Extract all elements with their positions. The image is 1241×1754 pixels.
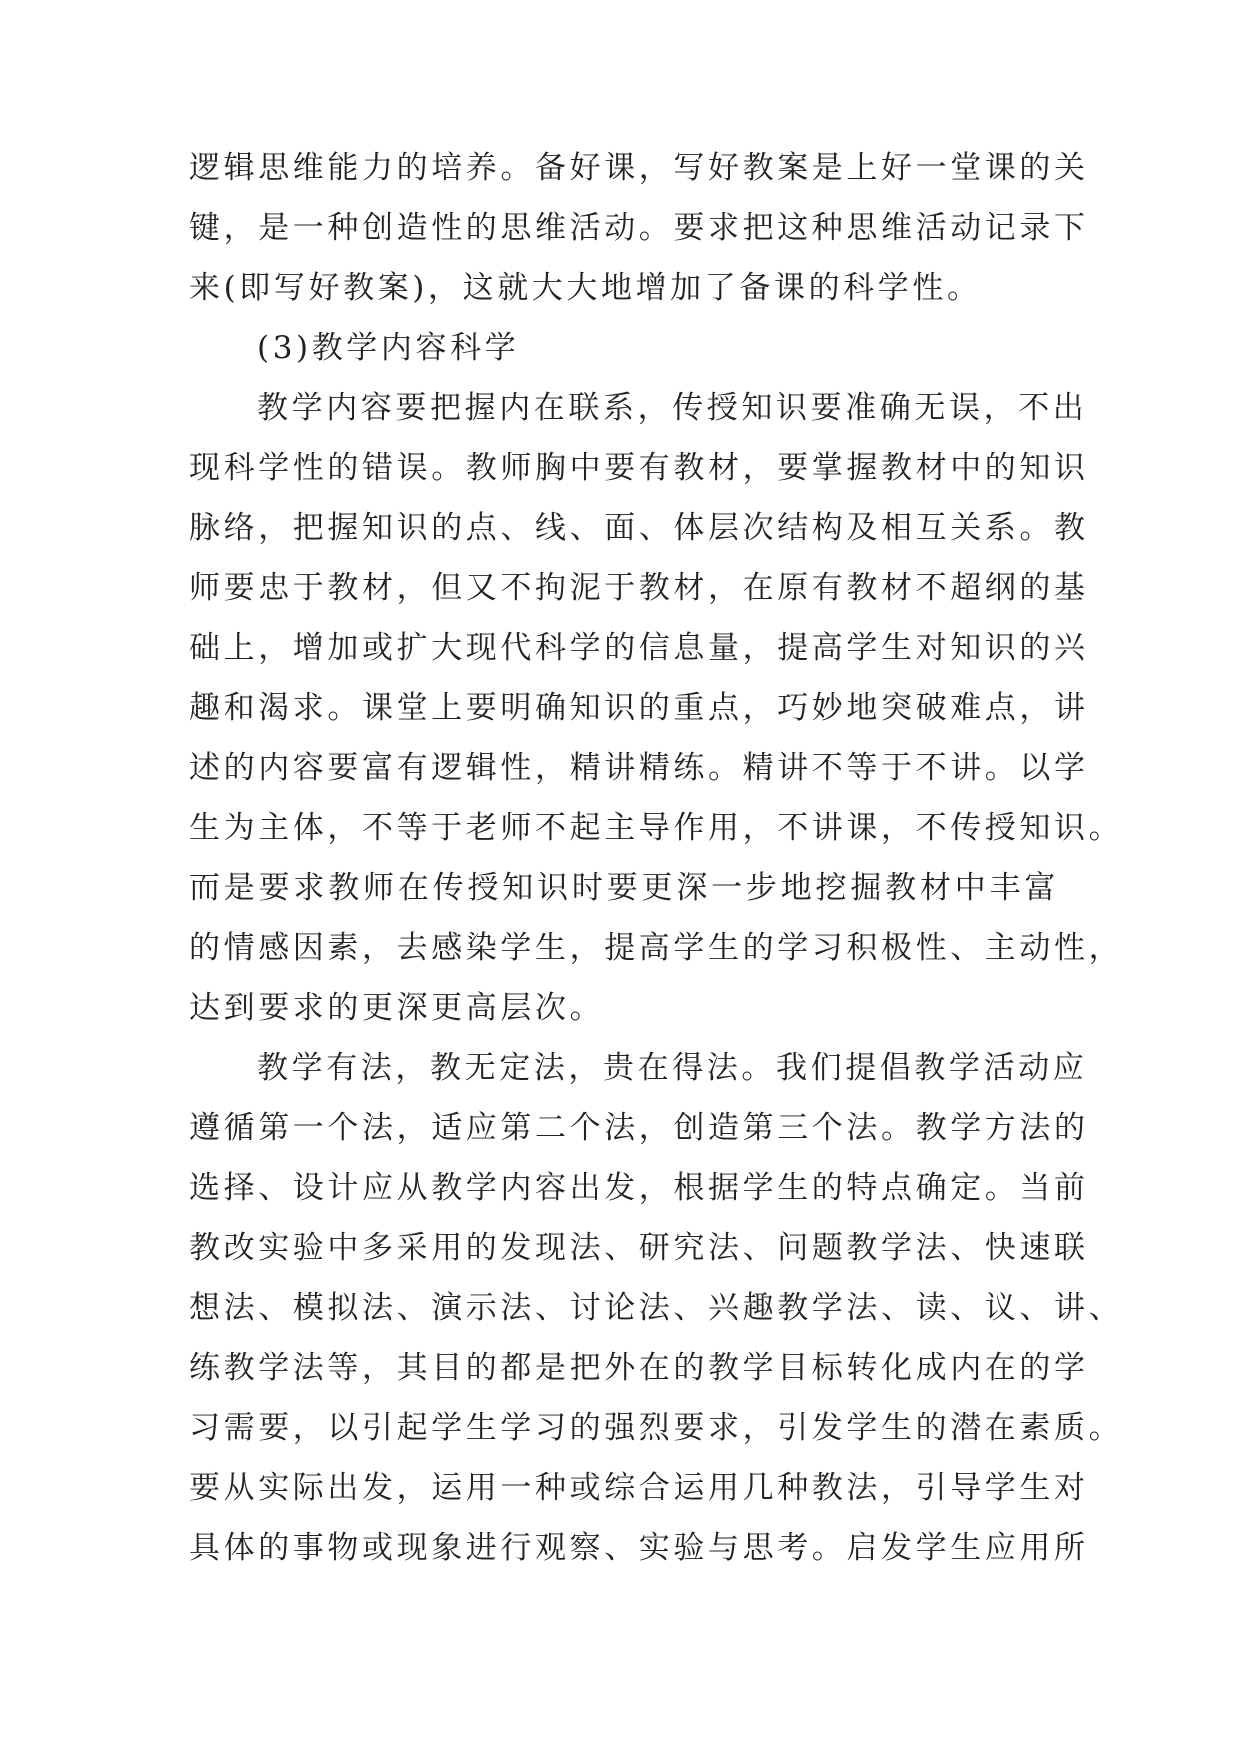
text-line: 想法、模拟法、演示法、讨论法、兴趣教学法、读、议、讲、 xyxy=(189,1290,1124,1326)
text-line: 脉络，把握知识的点、线、面、体层次结构及相互关系。教 xyxy=(189,510,1089,546)
text-line: 的情感因素，去感染学生，提高学生的学习积极性、主动性， xyxy=(189,930,1124,966)
text-line: 习需要，以引起学生学习的强烈要求，引发学生的潜在素质。 xyxy=(189,1410,1124,1446)
section-heading-text: (3)教学内容科学 xyxy=(257,330,520,366)
text-line: 而是要求教师在传授知识时要更深一步地挖掘教材中丰富 xyxy=(189,870,1059,906)
section-heading xyxy=(189,318,1059,378)
text-line: 教改实验中多采用的发现法、研究法、问题教学法、快速联 xyxy=(189,1230,1089,1266)
body-text xyxy=(189,138,1124,1578)
text-line: 教学内容要把握内在联系，传授知识要准确无误，不出 xyxy=(257,390,1088,426)
text-line: 遵循第一个法，适应第二个法，创造第三个法。教学方法的 xyxy=(189,1110,1089,1146)
text-line: 练教学法等，其目的都是把外在的教学目标转化成内在的学 xyxy=(189,1350,1089,1386)
text-line: 生为主体，不等于老师不起主导作用，不讲课，不传授知识。 xyxy=(189,810,1124,846)
text-line: 要从实际出发，运用一种或综合运用几种教法，引导学生对 xyxy=(189,1470,1089,1506)
paragraph-3 xyxy=(189,378,1124,1038)
text-line: 逻辑思维能力的培养。备好课，写好教案是上好一堂课的关 xyxy=(189,150,1089,186)
text-line: 达到要求的更深更高层次。 xyxy=(189,990,605,1026)
text-line: 础上，增加或扩大现代科学的信息量，提高学生对知识的兴 xyxy=(189,630,1089,666)
text-line: 述的内容要富有逻辑性，精讲精练。精讲不等于不讲。以学 xyxy=(189,750,1089,786)
paragraph-1 xyxy=(189,138,1089,318)
text-line: 具体的事物或现象进行观察、实验与思考。启发学生应用所 xyxy=(189,1530,1089,1566)
text-line: 教学有法，教无定法，贵在得法。我们提倡教学活动应 xyxy=(257,1050,1088,1086)
text-line: 师要忠于教材，但又不拘泥于教材，在原有教材不超纲的基 xyxy=(189,570,1089,606)
text-line: 趣和渴求。课堂上要明确知识的重点，巧妙地突破难点，讲 xyxy=(189,690,1089,726)
text-line: 现科学性的错误。教师胸中要有教材，要掌握教材中的知识 xyxy=(189,450,1089,486)
paragraph-4 xyxy=(189,1038,1124,1578)
text-line: 来(即写好教案)，这就大大地增加了备课的科学性。 xyxy=(189,270,982,306)
text-line: 选择、设计应从教学内容出发，根据学生的特点确定。当前 xyxy=(189,1170,1089,1206)
text-line: 键，是一种创造性的思维活动。要求把这种思维活动记录下 xyxy=(189,210,1089,246)
